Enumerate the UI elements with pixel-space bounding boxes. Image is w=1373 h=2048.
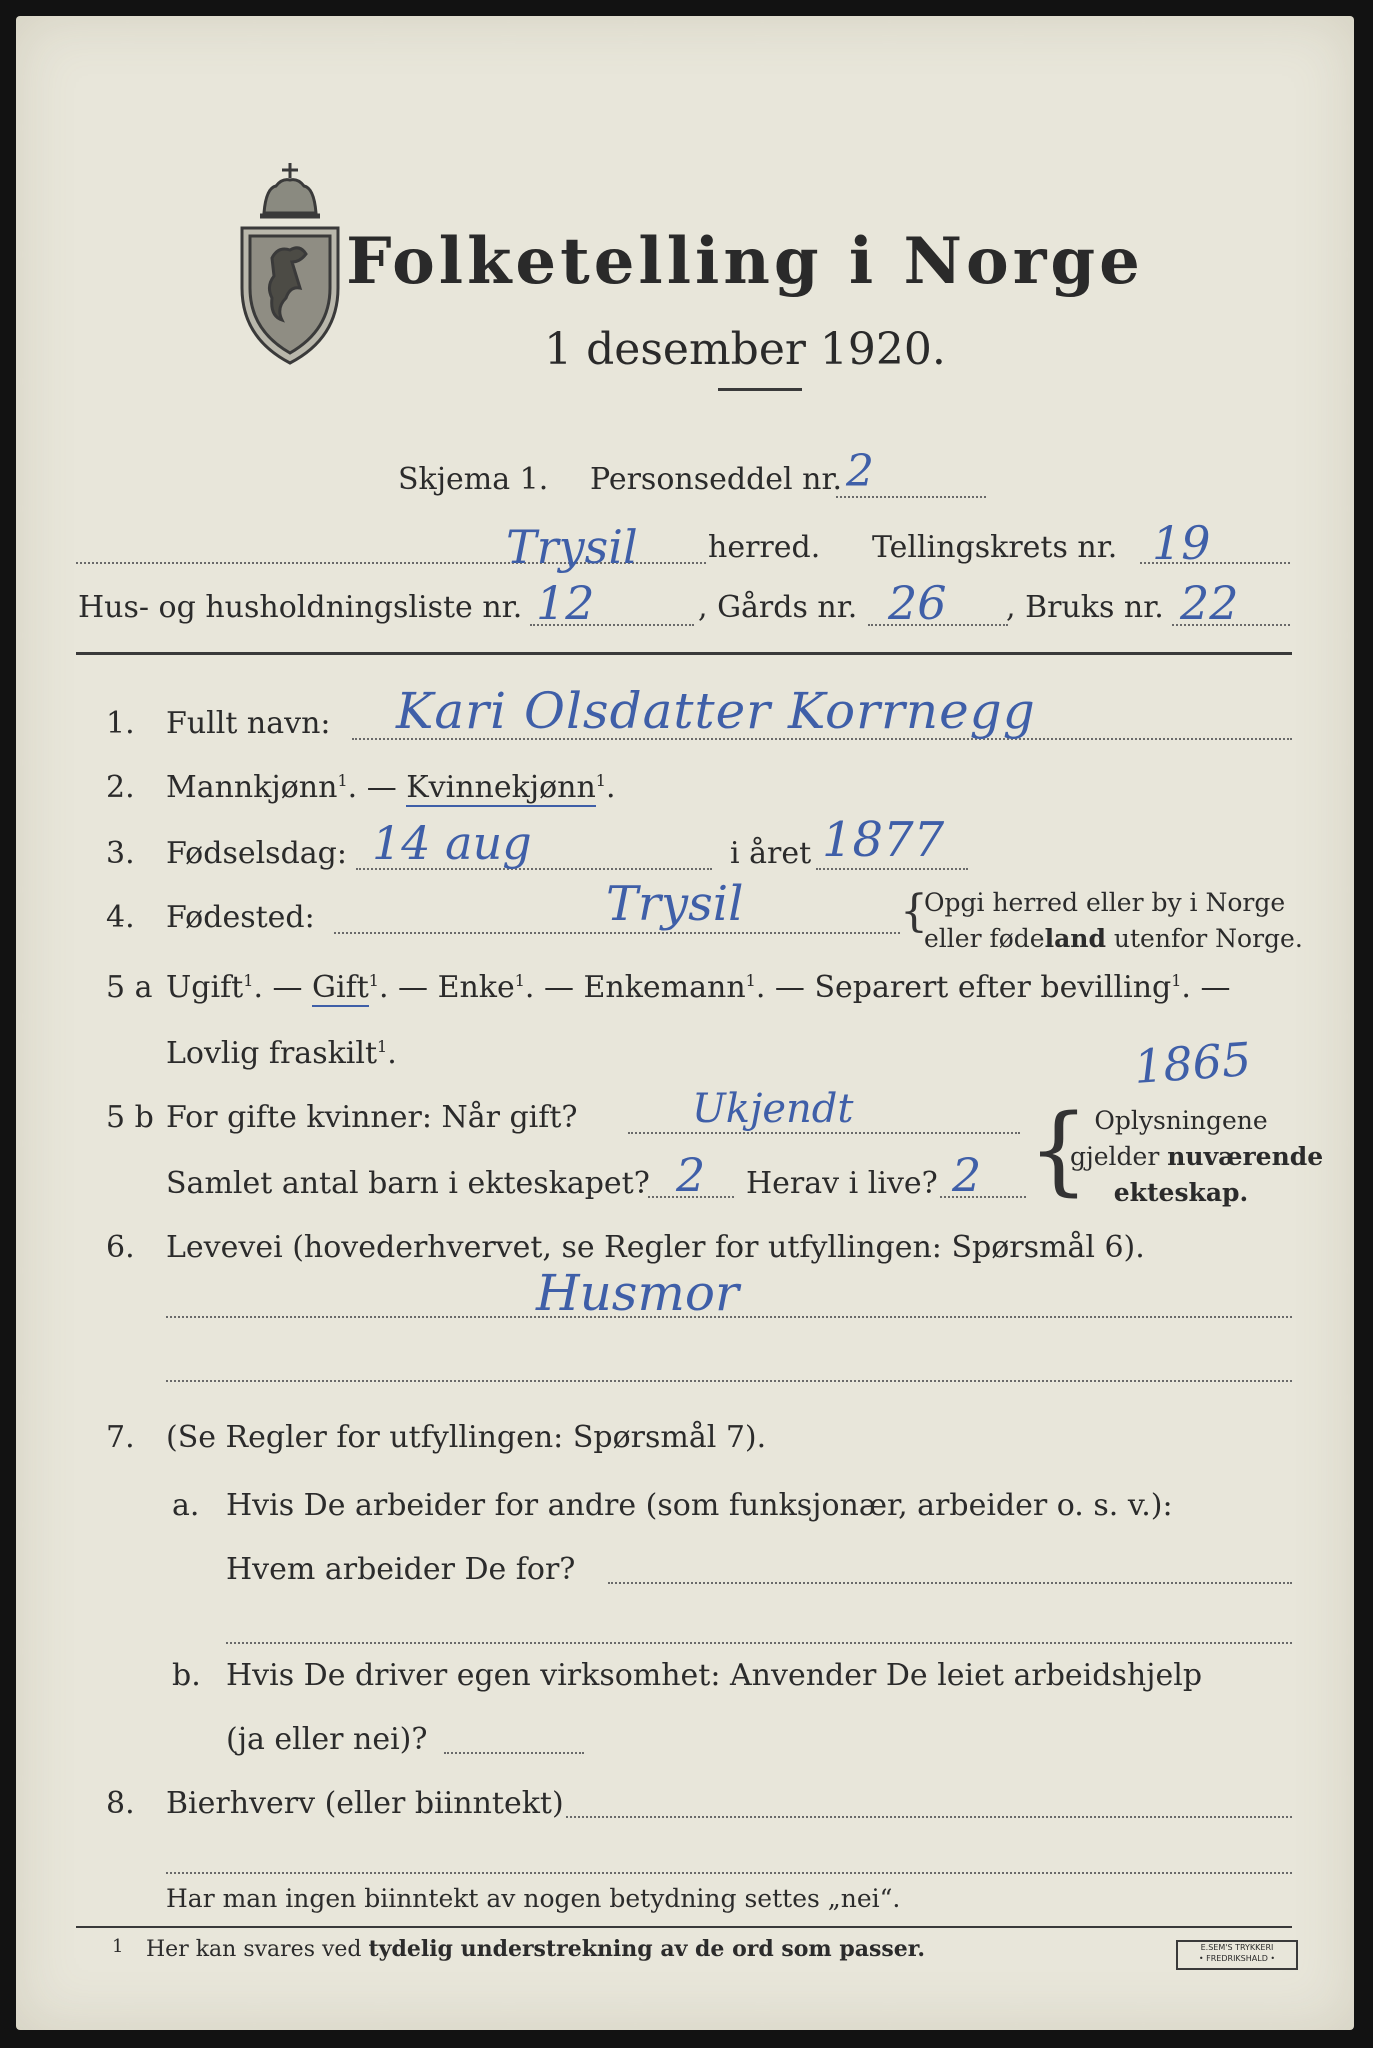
side-income-note: Har man ingen biinntekt av nogen betydning settes „nei“. [166, 1884, 901, 1913]
q7a-text: Hvis De arbeider for andre (som funksjonær, arbeider o. s. v.): [226, 1488, 1173, 1523]
q2-number: 2. [106, 770, 135, 805]
male-footnote-mark: 1 [337, 771, 348, 790]
bruks-value[interactable]: 22 [1180, 576, 1239, 630]
q4-number: 4. [106, 900, 135, 935]
side-income-field-line-2[interactable] [166, 1872, 1292, 1874]
gards-value[interactable]: 26 [888, 576, 947, 630]
q3-label: Fødselsdag: [166, 836, 347, 871]
status-gift[interactable]: Gift [312, 970, 369, 1005]
status-ugift[interactable]: Ugift [166, 970, 244, 1005]
children-count-value[interactable]: 2 [676, 1148, 706, 1202]
occupation-field-line-2 [166, 1380, 1292, 1382]
side-income-field-line[interactable] [566, 1816, 1292, 1818]
married-when-field-line [628, 1132, 1020, 1134]
marriage-note-2: gjelder nuværende [1070, 1142, 1324, 1171]
q1-label: Fullt navn: [166, 706, 331, 741]
tellingskrets-label: Tellingskrets nr. [872, 530, 1118, 565]
header-rule [76, 652, 1292, 655]
married-when-label: For gifte kvinner: Når gift? [166, 1100, 578, 1135]
footnote-rule [76, 1926, 1292, 1928]
children-count-label: Samlet antal barn i ekteskapet? [166, 1166, 650, 1201]
skjema-label: Skjema 1. [398, 462, 549, 497]
status-enke[interactable]: Enke [437, 970, 515, 1005]
female-footnote-mark: 1 [595, 771, 606, 790]
q7b-letter: b. [172, 1658, 201, 1693]
page-title: Folketelling i Norge [346, 224, 1144, 299]
q7-number: 7. [106, 1420, 135, 1455]
status-separert[interactable]: Separert efter bevilling [814, 970, 1172, 1005]
q5a-number: 5 a [106, 970, 153, 1005]
census-date: 1 desember 1920. [544, 324, 946, 375]
birthplace-brace: { [900, 886, 928, 937]
q2-separator: . — [347, 770, 407, 805]
birthplace-note-2: eller fødeland utenfor Norge. [924, 924, 1303, 953]
tellingskrets-value[interactable]: 19 [1152, 516, 1211, 570]
marriage-note-brace: { [1028, 1094, 1090, 1206]
marital-status-options: Ugift$^1$. — Gift$^1$. — Enke$^1$. — Enkemann$^1$. — Separert efter bevilling$^1$. — [166, 970, 1231, 1005]
personseddel-value[interactable]: 2 [846, 446, 874, 497]
q3-number: 3. [106, 836, 135, 871]
footnote-text: Her kan svares ved tydelig understrekning av de ord som passer. [146, 1936, 926, 1962]
herred-value[interactable]: Trysil [506, 520, 638, 574]
husholdningsliste-label: Hus- og husholdningsliste nr. [78, 590, 523, 625]
q6-label: Levevei (hovederhvervet, se Regler for utfyllingen: Spørsmål 6). [166, 1230, 1145, 1265]
children-alive-value[interactable]: 2 [952, 1148, 982, 1202]
employer-label: Hvem arbeider De for? [226, 1552, 576, 1587]
status-fraskilt-line: Lovlig fraskilt$^1$. [166, 1036, 397, 1071]
q7-label: (Se Regler for utfyllingen: Spørsmål 7). [166, 1420, 767, 1455]
married-when-value[interactable]: Ukjendt [692, 1086, 854, 1132]
birthplace-value[interactable]: Trysil [606, 876, 744, 932]
hired-help-field-line[interactable] [444, 1752, 584, 1754]
marriage-year-note[interactable]: 1865 [1132, 1031, 1253, 1095]
employer-field-line[interactable] [608, 1582, 1292, 1584]
printer-mark: E.SEM'S TRYKKERI • FREDRIKSHALD • [1176, 1940, 1298, 1970]
female-option[interactable]: Kvinnekjønn [406, 770, 596, 805]
q2-end: . [605, 770, 616, 805]
footnote-number: 1 [112, 1936, 124, 1957]
census-form [16, 16, 1354, 2030]
hired-help-label: (ja eller nei)? [226, 1722, 428, 1757]
q8-label: Bierhverv (eller biinntekt) [166, 1786, 564, 1821]
gards-label: , Gårds nr. [698, 590, 858, 625]
status-enkemann[interactable]: Enkemann [583, 970, 746, 1005]
herred-label: herred. [708, 530, 821, 565]
children-alive-label: Herav i live? [746, 1166, 938, 1201]
birth-year-value[interactable]: 1877 [822, 812, 945, 868]
bruks-label: , Bruks nr. [1006, 590, 1164, 625]
personseddel-label: Personseddel nr. [590, 462, 843, 497]
q1-number: 1. [106, 706, 135, 741]
birthday-value[interactable]: 14 aug [372, 816, 532, 870]
q4-label: Fødested: [166, 900, 315, 935]
q2-options [166, 770, 616, 805]
year-label: i året [730, 836, 812, 871]
occupation-value[interactable]: Husmor [536, 1264, 739, 1322]
marriage-note-1: Oplysningene [1094, 1106, 1268, 1135]
status-fraskilt[interactable]: Lovlig fraskilt [166, 1036, 378, 1071]
q5b-number: 5 b [106, 1100, 154, 1135]
employer-field-line-2[interactable] [226, 1642, 1292, 1644]
male-option[interactable]: Mannkjønn [166, 770, 338, 805]
birthplace-note-1: Opgi herred eller by i Norge [924, 888, 1286, 917]
marriage-note-3: ekteskap. [1113, 1178, 1249, 1207]
birthplace-field-line [334, 932, 900, 934]
q6-number: 6. [106, 1230, 135, 1265]
year-field-line [816, 868, 968, 870]
q8-number: 8. [106, 1786, 135, 1821]
q7a-letter: a. [172, 1488, 200, 1523]
husholdningsliste-value[interactable]: 12 [536, 576, 595, 630]
q7b-text: Hvis De driver egen virksomhet: Anvender De leiet arbeidshjelp [226, 1658, 1203, 1693]
title-divider [718, 388, 802, 391]
full-name-value[interactable]: Kari Olsdatter Korrnegg [396, 682, 1036, 740]
